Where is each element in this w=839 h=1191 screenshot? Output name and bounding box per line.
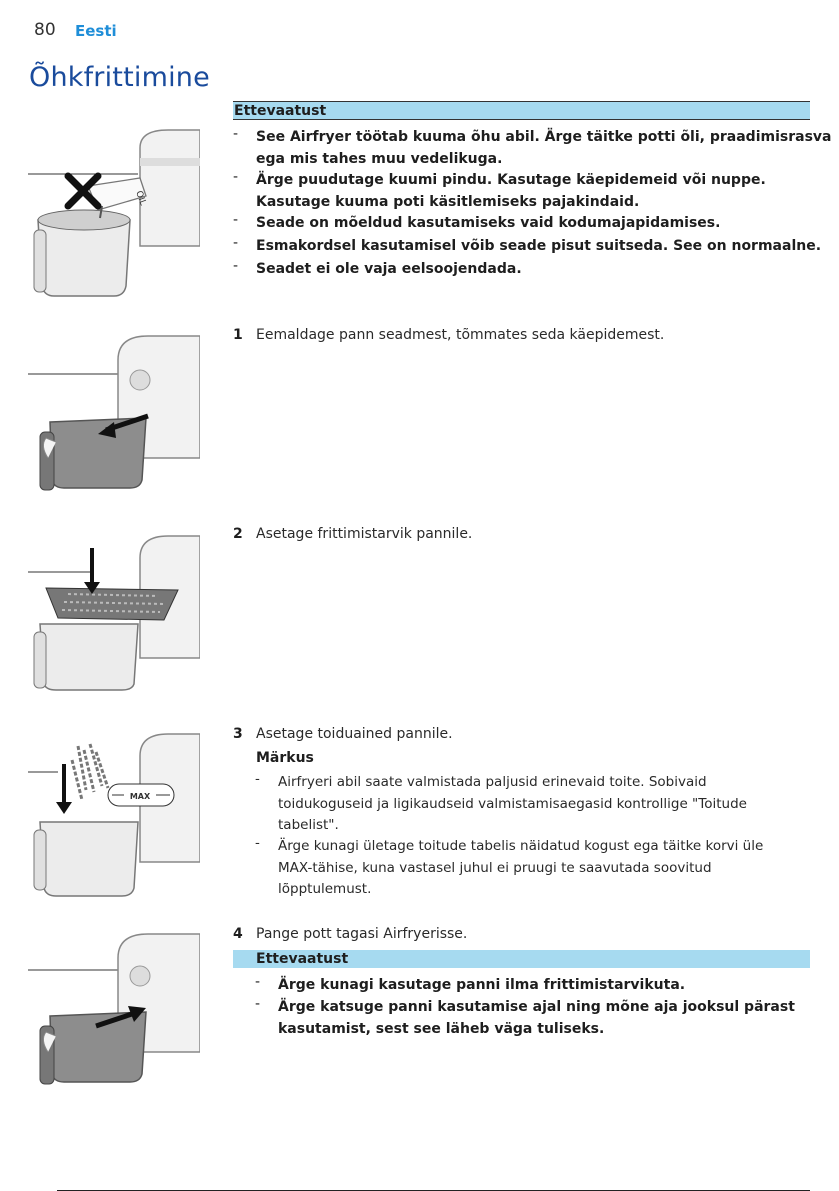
caution-item: - Ärge puudutage kuumi pindu. Kasutage käepidemeid või nuppe. Kasutage kuuma poti käsitlemiseks pajakindaid. [233, 169, 766, 210]
caution-header: Ettevaatust [233, 950, 810, 968]
oil-bottle-label: OIL [133, 189, 148, 207]
step-number: 4 [233, 926, 243, 942]
no-oil-illustration [28, 118, 200, 298]
arrow-down-icon [56, 802, 72, 814]
step-number: 2 [233, 526, 243, 542]
note-item: - Ärge kunagi ületage toitude tabelis näidatud kogust ega täitke korvi üle MAX-tähise, kuna vastasel juhul ei pruugi te saavutada soovitud lõpptulemust. [255, 835, 764, 897]
step-number: 1 [233, 327, 243, 343]
step-text: Asetage frittimistarvik pannile. [256, 526, 473, 542]
note-label: Märkus [256, 750, 314, 766]
page-number: 80 [34, 20, 56, 40]
caution-item: - Ärge katsuge panni kasutamise ajal ning mõne aja jooksul pärast kasutamist, sest see läheb väga tuliseks. [255, 996, 795, 1037]
caution-item: - Seadet ei ole vaja eelsoojendada. [233, 258, 522, 277]
max-mark-label: MAX [129, 792, 151, 801]
caution-item: - See Airfryer töötab kuuma õhu abil. Ärge täitke potti õli, praadimisrasva ega mis tahes muu vedelikuga. [233, 126, 832, 167]
step-number: 3 [233, 726, 243, 742]
caution-item: - Seade on mõeldud kasutamiseks vaid kodumajapidamises. [233, 212, 721, 231]
insert-pan-illustration [28, 930, 200, 1092]
remove-pan-illustration [28, 330, 200, 494]
note-item: - Airfryeri abil saate valmistada paljusid erinevaid toite. Sobivaid toidukoguseid ja ligikaudseid valmistamisaegasid kontrollige "Toitude tabelist". [255, 771, 747, 833]
caution-item: - Esmakordsel kasutamisel võib seade pisut suitseda. See on normaalne. [233, 235, 822, 254]
step-text: Eemaldage pann seadmest, tõmmates seda käepidemest. [256, 327, 665, 343]
step-text: Pange pott tagasi Airfryerisse. [256, 926, 468, 942]
add-food-illustration [28, 730, 200, 900]
step-text: Asetage toiduained pannile. [256, 726, 453, 742]
crisper-plate-illustration [28, 528, 200, 692]
caution-header: Ettevaatust [233, 101, 810, 120]
language-label: Eesti [75, 22, 117, 40]
page-title: Õhkfrittimine [29, 62, 210, 93]
caution-item: - Ärge kunagi kasutage panni ilma frittimistarvikuta. [255, 974, 686, 993]
